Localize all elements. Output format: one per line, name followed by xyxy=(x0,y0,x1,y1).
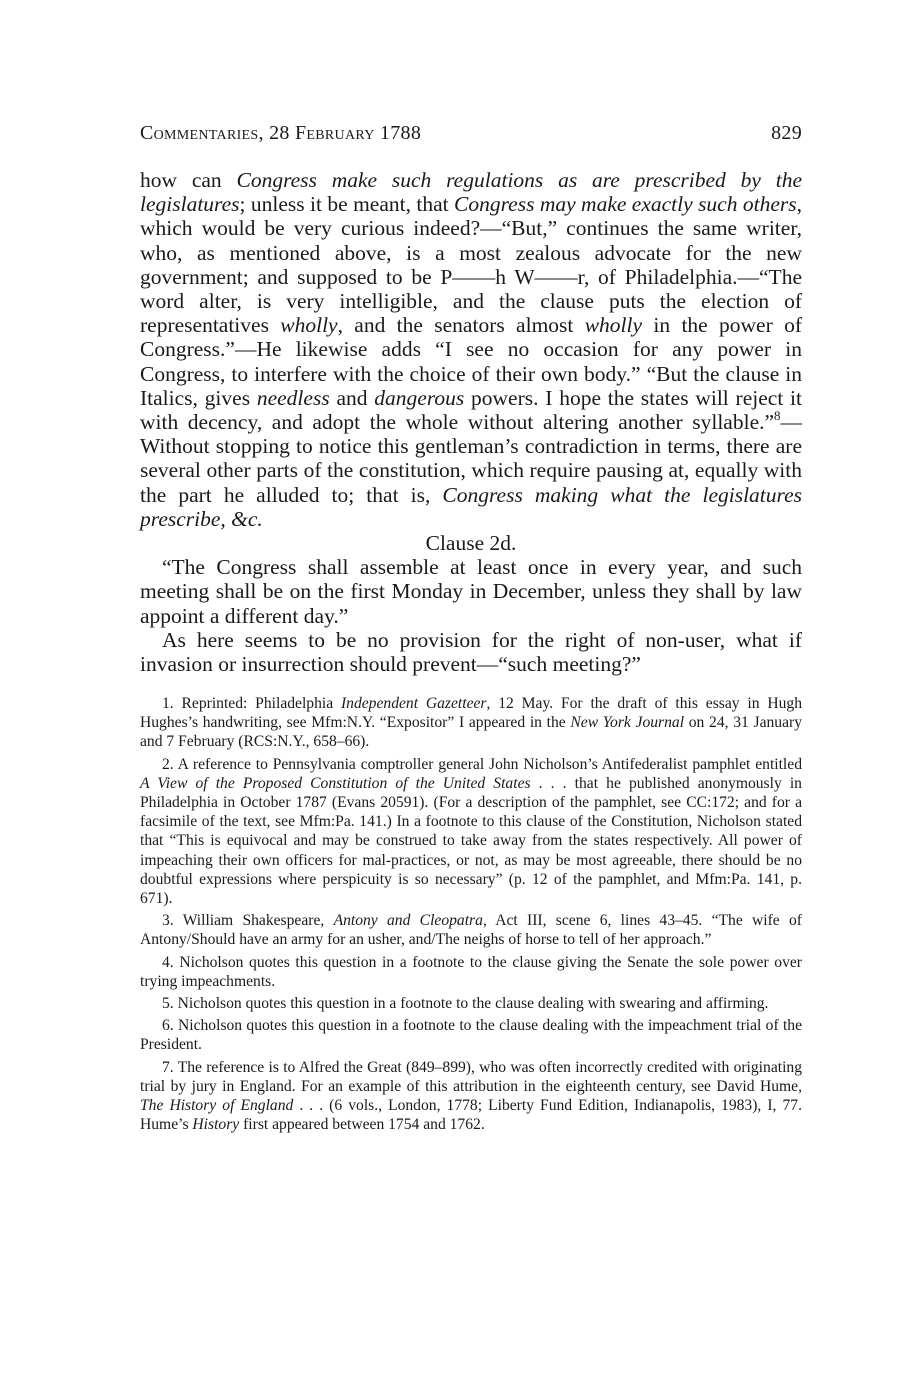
italic-run: History xyxy=(192,1116,240,1134)
text-run: . . . (6 vols., London, 1778; Liberty Fund Edition, Indianapolis, 1983), I, 77. Hume’s xyxy=(140,1097,802,1134)
text-run: , 12 May. For the draft of this essay in Hugh Hughes’s handwriting, see Mfm:N.Y. “Expositor” I appeared in the xyxy=(140,695,802,732)
footnote-7 xyxy=(140,1058,802,1135)
text-run: 7. The reference is to Alfred the Great (849–899), who was often incorrectly credited with originating trial by jury in England. For an example of this attribution in the eighteenth century, see David Hume, xyxy=(140,1058,802,1095)
clause-heading: Clause 2d. xyxy=(425,531,517,556)
running-head xyxy=(140,122,802,145)
footnotes xyxy=(140,694,802,1137)
text-run: 3. William Shakespeare, xyxy=(162,912,334,930)
text-run: on 24, 31 January and 7 February (RCS:N.Y., 658–66). xyxy=(140,714,802,751)
italic-run: dangerous xyxy=(374,385,465,410)
footnote-2 xyxy=(140,755,802,909)
body-paragraph-2: “The Congress shall assemble at least once in every year, and such meeting shall be on the first Monday in December, unless they shall by law appoint a different day.” xyxy=(140,555,802,628)
text-run: and xyxy=(329,385,375,410)
text-run: powers. I hope the states will reject it with decency, and adopt the whole without altering another syllable.” xyxy=(140,385,803,435)
text-run: —Without stopping to notice this gentleman’s contradiction in terms, there are several other parts of the constitution, which require pausing at, equally with the part he alluded to; that is, xyxy=(140,410,802,507)
footnote-4: 4. Nicholson quotes this question in a footnote to the clause giving the Senate the sole power over trying impeachments. xyxy=(140,953,802,990)
italic-run: Congress may make exactly such others xyxy=(454,192,797,217)
italic-run: A View of the Proposed Constitution of the United States xyxy=(140,774,531,792)
italic-run: wholly xyxy=(280,313,338,338)
footnote-marker: 8 xyxy=(774,408,781,423)
italic-run: needless xyxy=(256,385,330,410)
text-run: how can xyxy=(140,168,237,192)
footnote-3 xyxy=(140,911,802,949)
running-head-title: Commentaries, 28 February 1788 xyxy=(140,122,422,144)
text-run: , Act III, scene 6, lines 43–45. “The wife of Antony/Should have an army for an usher, and/The neighs of horse to tell of her approach.” xyxy=(140,912,802,949)
text-run: . . . that he published anonymously in Philadelphia in October 1787 (Evans 20591). (For a description of the pamphlet, see CC:172; and for a facsimile of the text, see Mfm:Pa. 141.) In a footnote to this clause of the Constitution, Nicholson stated that “This is equivocal and may be construed to take away from the states respectively. All power of impeaching their own officers for mal-practices, or not, as may be most agreeable, there should be no doubtful expressions where perspicuity is so necessary” (p. 12 of the pamphlet, and Mfm:Pa. 141, p. 671). xyxy=(140,774,802,908)
main-text xyxy=(140,168,802,676)
italic-run: New York Journal xyxy=(570,714,685,732)
italic-run: Congress making what the legislatures prescribe, &c. xyxy=(140,482,802,531)
text-run: first appeared between 1754 and 1762. xyxy=(239,1116,485,1134)
italic-run: The History of England xyxy=(140,1097,294,1115)
footnote-6: 6. Nicholson quotes this question in a footnote to the clause dealing with the impeachment trial of the President. xyxy=(140,1017,802,1054)
italic-run: Antony and Cleopatra xyxy=(333,912,483,930)
text-run: , which would be very curious indeed?—“But,” continues the same writer, who, as mentioned above, is a most zealous advocate for the new government; and supposed to be P——h W——r, of Philadelphia.—“The word alter, is very intelligible, and the clause puts the election of representatives xyxy=(140,192,802,338)
italic-run: wholly xyxy=(584,313,643,338)
italic-run: Congress make such regulations as are prescribed by the legislatures xyxy=(140,168,802,217)
body-paragraph-1 xyxy=(140,168,802,531)
italic-run: Independent Gazetteer xyxy=(340,695,487,712)
text-run: 1. Reprinted: Philadelphia xyxy=(162,695,341,712)
body-paragraph-3: As here seems to be no provision for the right of non-user, what if invasion or insurrection should prevent—“such meeting?” xyxy=(140,627,802,677)
text-run: ; unless it be meant, that xyxy=(239,192,455,217)
text-run: in the power of Congress.”—He likewise adds “I see no occasion for any power in Congress, to interfere with the choice of their own body.” “But the clause in Italics, gives xyxy=(140,313,802,410)
footnote-1 xyxy=(140,694,802,752)
text-run: 2. A reference to Pennsylvania comptroller general John Nicholson’s Antifederalist pamphlet entitled xyxy=(162,755,802,773)
text-run: , and the senators almost xyxy=(337,313,585,338)
page-number: 829 xyxy=(771,122,802,144)
footnote-5: 5. Nicholson quotes this question in a footnote to the clause dealing with swearing and affirming. xyxy=(162,995,769,1013)
